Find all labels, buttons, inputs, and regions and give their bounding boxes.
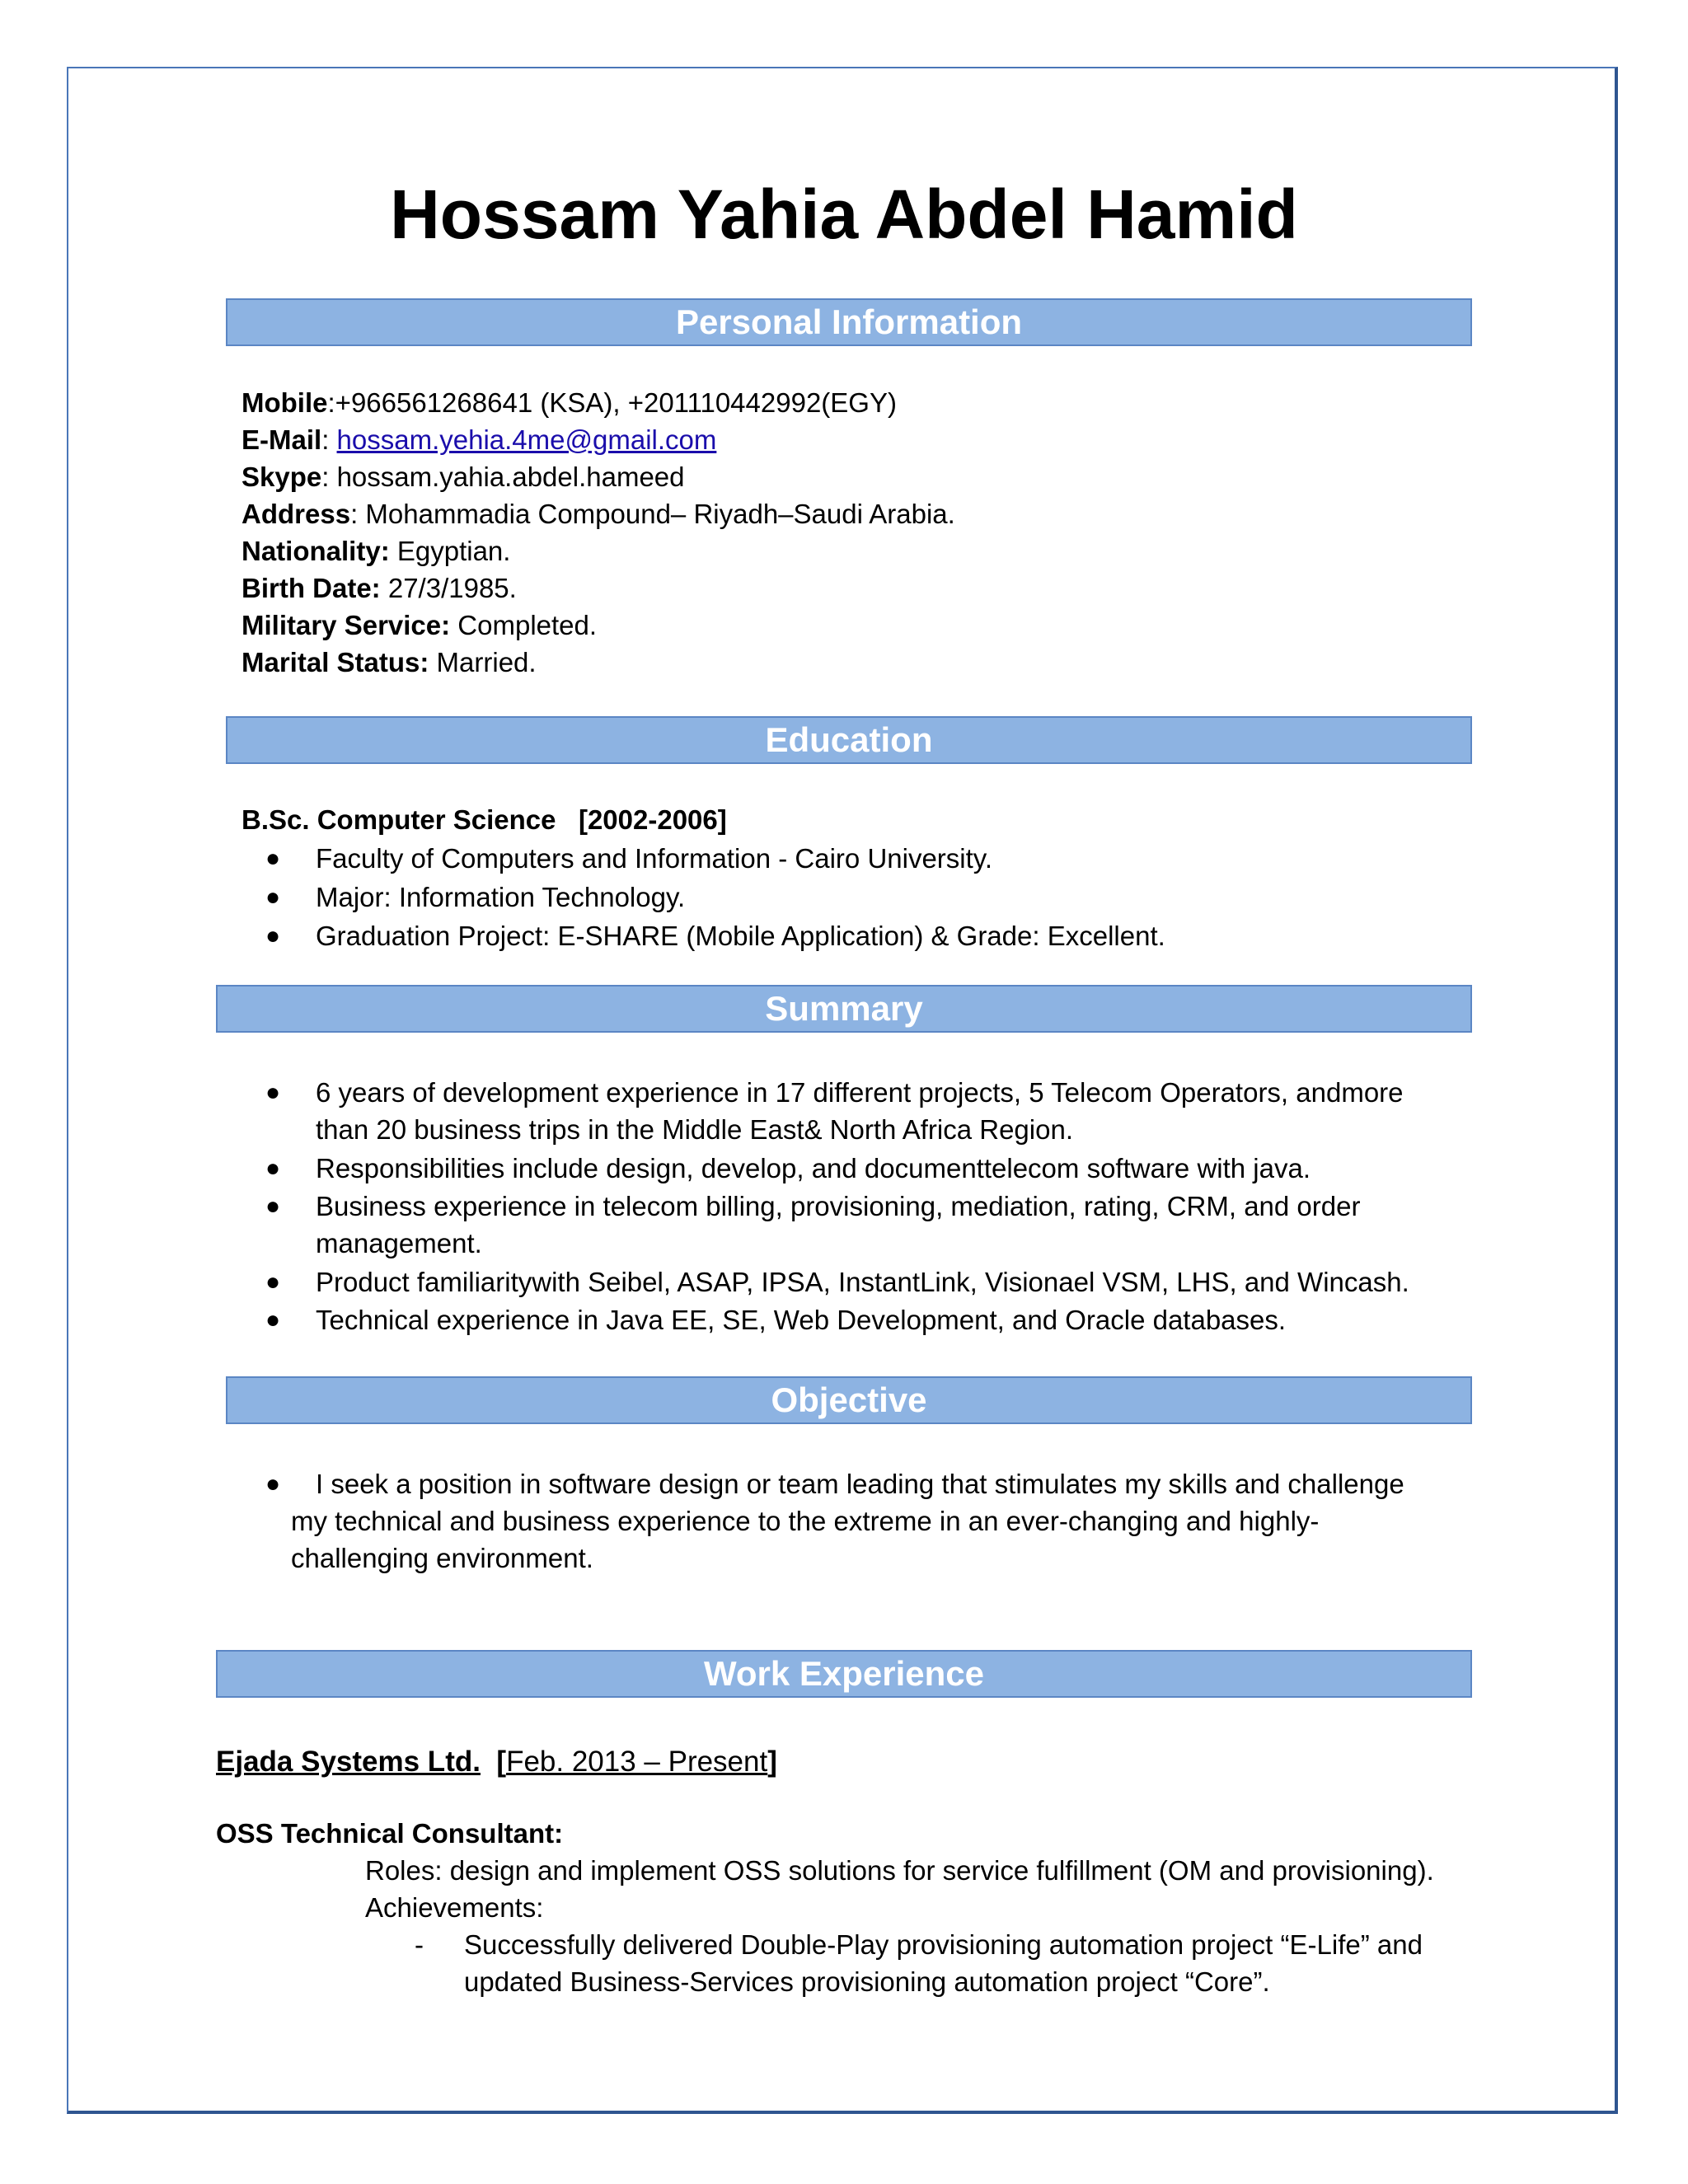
section-header-work: Work Experience [216, 1650, 1472, 1698]
skype-value: : hossam.yahia.abdel.hameed [321, 462, 685, 492]
section-header-personal: Personal Information [226, 298, 1472, 346]
education-item: Graduation Project: E-SHARE (Mobile Application) & Grade: Excellent. [316, 921, 1165, 951]
degree-line: B.Sc. Computer Science [2002-2006] [241, 804, 727, 835]
email-separator: : [321, 424, 337, 455]
summary-item: Business experience in telecom billing, provisioning, mediation, rating, CRM, and order [316, 1191, 1361, 1221]
job-title: OSS Technical Consultant: [216, 1818, 564, 1849]
birth-date-value: 27/3/1985. [380, 573, 517, 603]
dates-bracket-close: ] [767, 1746, 777, 1778]
company-line [216, 1743, 777, 1780]
bullet-icon: ● [265, 1079, 281, 1106]
marital-label: Marital Status: [241, 647, 429, 677]
email-label: E-Mail [241, 424, 322, 455]
candidate-name: Hossam Yahia Abdel Hamid [390, 176, 1298, 253]
summary-item: 6 years of development experience in 17 different projects, 5 Telecom Operators, andmore [316, 1077, 1404, 1108]
summary-item: Product familiaritywith Seibel, ASAP, IPSA, InstantLink, Visionael VSM, LHS, and Wincash. [316, 1267, 1409, 1297]
military-label: Military Service: [241, 610, 451, 640]
bullet-icon: ● [265, 922, 281, 949]
summary-item-continued: management. [316, 1228, 482, 1258]
military-line [241, 607, 597, 644]
achievements-label: Achievements: [365, 1892, 544, 1923]
bullet-icon: ● [265, 845, 281, 872]
education-item: Faculty of Computers and Information - Cairo University. [316, 843, 993, 874]
objective-line: I seek a position in software design or team leading that stimulates my skills and challenge [316, 1469, 1404, 1499]
employment-dates: Feb. 2013 – Present [506, 1746, 768, 1778]
section-header-objective: Objective [226, 1376, 1472, 1424]
marital-value: Married. [429, 647, 537, 677]
bullet-icon: ● [265, 1193, 281, 1220]
bullet-icon: ● [265, 1155, 281, 1182]
job-roles: Roles: design and implement OSS solutions for service fulfillment (OM and provisioning). [365, 1855, 1434, 1886]
nationality-line [241, 532, 510, 569]
summary-item: Technical experience in Java EE, SE, Web Development, and Oracle databases. [316, 1305, 1287, 1335]
address-label: Address [241, 499, 351, 529]
mobile-line [241, 384, 897, 421]
dates-bracket-open: [ [496, 1746, 507, 1778]
dash-marker: - [415, 1929, 424, 1960]
address-line [241, 495, 955, 532]
nationality-value: Egyptian. [389, 536, 511, 566]
military-value: Completed. [450, 610, 598, 640]
skype-label: Skype [241, 462, 322, 492]
achievement-line: Successfully delivered Double-Play provisioning automation project “E-Life” and [464, 1929, 1423, 1960]
mobile-label: Mobile [241, 387, 328, 418]
achievement-line: updated Business-Services provisioning automation project “Core”. [464, 1966, 1270, 1997]
birth-date-label: Birth Date: [241, 573, 381, 603]
summary-item: Responsibilities include design, develop, and documenttelecom software with java. [316, 1153, 1311, 1183]
bullet-icon: ● [265, 883, 281, 911]
objective-line: my technical and business experience to the extreme in an ever-changing and highly- [291, 1506, 1320, 1536]
bullet-icon: ● [265, 1470, 281, 1497]
summary-item-continued: than 20 business trips in the Middle East& North Africa Region. [316, 1114, 1073, 1145]
address-value: : Mohammadia Compound– Riyadh–Saudi Arabia. [350, 499, 955, 529]
marital-line [241, 644, 537, 681]
email-link[interactable]: hossam.yehia.4me@gmail.com [336, 424, 717, 455]
bullet-icon: ● [265, 1268, 281, 1296]
bullet-icon: ● [265, 1306, 281, 1333]
birth-date-line [241, 569, 517, 607]
nationality-label: Nationality: [241, 536, 390, 566]
section-header-summary: Summary [216, 985, 1472, 1033]
objective-line: challenging environment. [291, 1543, 593, 1573]
company-name: Ejada Systems Ltd. [216, 1746, 481, 1778]
education-item: Major: Information Technology. [316, 882, 686, 912]
skype-line [241, 458, 685, 495]
email-line [241, 421, 716, 458]
section-header-education: Education [226, 716, 1472, 764]
mobile-value: :+966561268641 (KSA), +201110442992(EGY) [327, 387, 897, 418]
